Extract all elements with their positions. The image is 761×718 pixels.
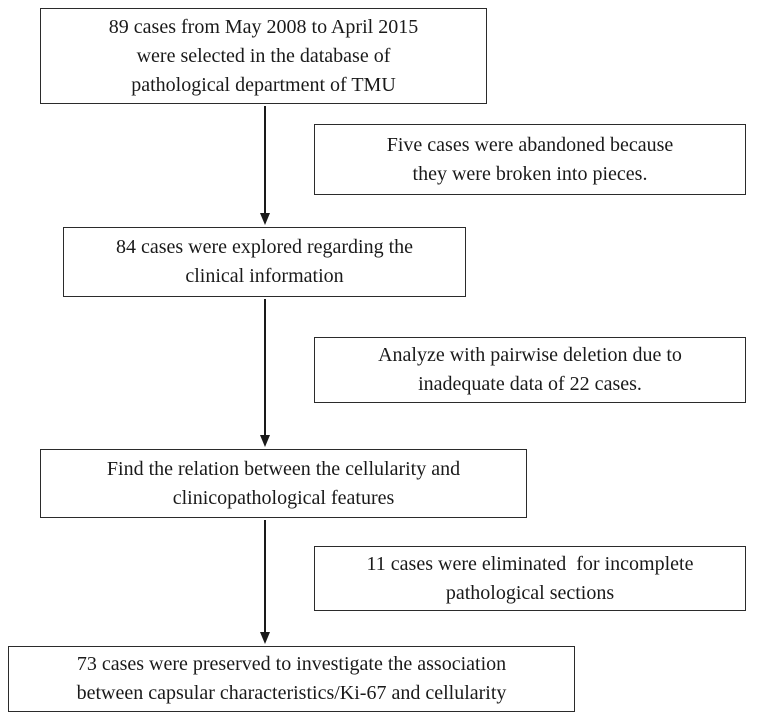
step-box-line: clinicopathological features bbox=[172, 486, 395, 509]
note-box-line: Five cases were abandoned because bbox=[386, 133, 674, 156]
note-box-line: Analyze with pairwise deletion due to bbox=[378, 344, 682, 366]
note-box-line: 11 cases were eliminated for incomplete bbox=[366, 552, 694, 575]
step-box-cellularity-relation bbox=[40, 449, 527, 518]
step-box-cases-preserved bbox=[8, 646, 575, 712]
down-arrow bbox=[258, 106, 272, 225]
arrow-shaft bbox=[264, 520, 266, 632]
note-box-line: inadequate data of 22 cases. bbox=[418, 373, 642, 395]
down-arrow bbox=[258, 299, 272, 447]
step-box-line: between capsular characteristics/Ki-67 and cellularity bbox=[76, 682, 507, 704]
arrow-head-icon bbox=[260, 435, 270, 447]
step-box-line: 89 cases from May 2008 to April 2015 bbox=[108, 15, 419, 38]
arrow-shaft bbox=[264, 106, 266, 213]
note-box-pairwise-deletion bbox=[314, 337, 746, 403]
down-arrow bbox=[258, 520, 272, 644]
note-box-line: they were broken into pieces. bbox=[412, 162, 648, 185]
step-box-line: were selected in the database of bbox=[136, 44, 391, 67]
step-box-line: pathological department of TMU bbox=[131, 73, 396, 96]
step-box-cases-selected bbox=[40, 8, 487, 104]
step-box-line: 73 cases were preserved to investigate the association bbox=[76, 653, 507, 675]
arrow-head-icon bbox=[260, 213, 270, 225]
step-box-line: clinical information bbox=[185, 265, 344, 287]
note-box-cases-abandoned bbox=[314, 124, 746, 195]
step-box-clinical-information bbox=[63, 227, 466, 297]
arrow-head-icon bbox=[260, 632, 270, 644]
note-box-cases-eliminated bbox=[314, 546, 746, 611]
step-box-line: 84 cases were explored regarding the bbox=[115, 236, 414, 258]
note-box-line: pathological sections bbox=[445, 581, 615, 604]
arrow-shaft bbox=[264, 299, 266, 435]
step-box-line: Find the relation between the cellularity and bbox=[106, 457, 461, 480]
